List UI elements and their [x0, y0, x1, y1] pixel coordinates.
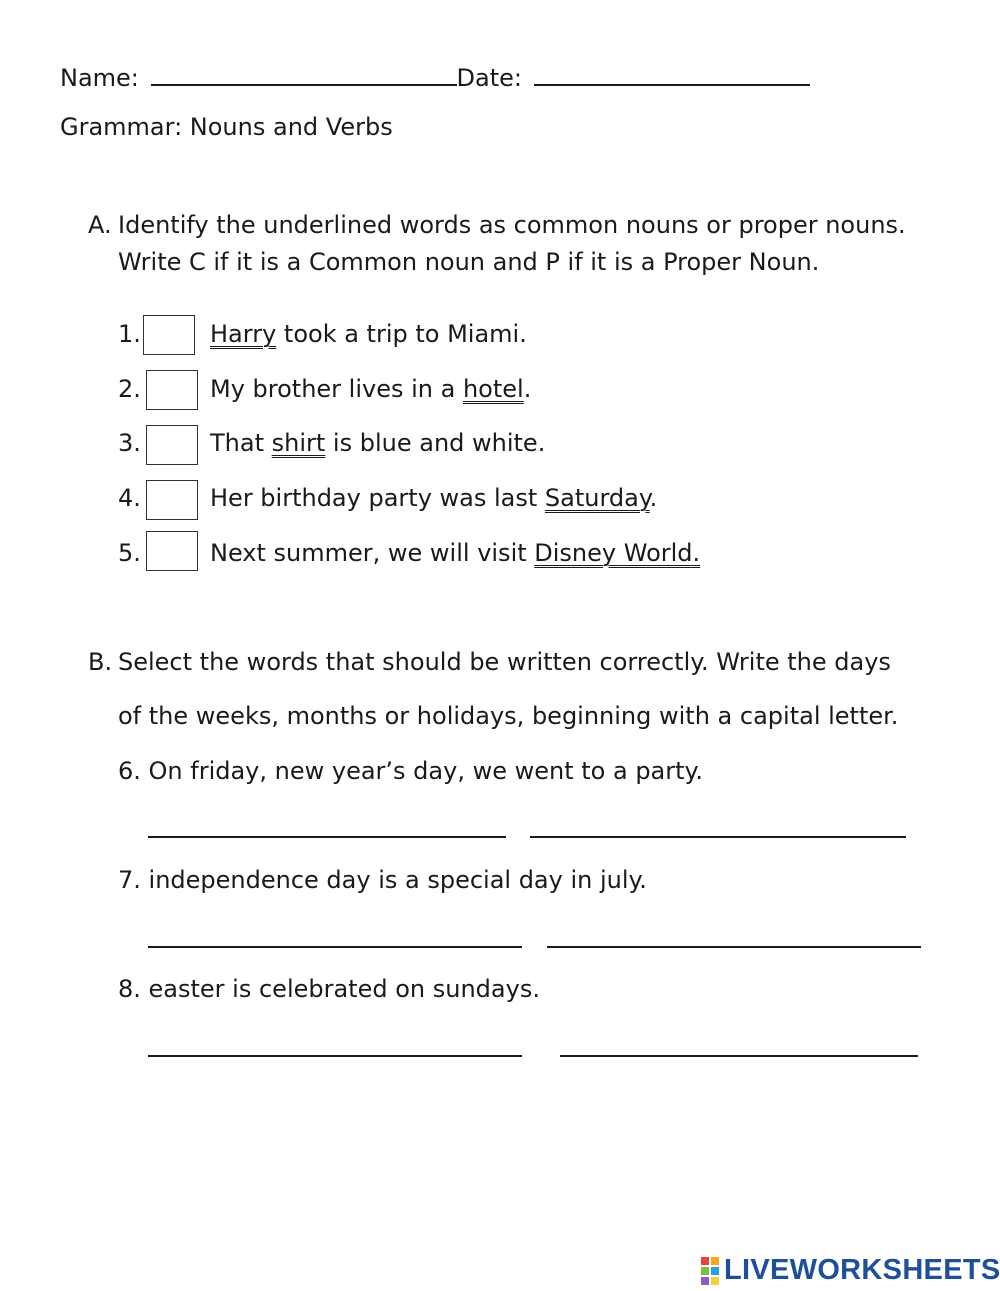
worksheet-subtitle: Grammar: Nouns and Verbs [60, 113, 393, 141]
answer-line-8b[interactable] [560, 1055, 918, 1057]
answer-box-5[interactable] [146, 531, 198, 571]
answer-line-6a[interactable] [148, 836, 506, 838]
underlined-word: Disney World. [534, 539, 701, 567]
section-a-instruction-2: Write C if it is a Common noun and P if it is a Proper Noun. [118, 248, 820, 276]
answer-line-7a[interactable] [148, 946, 522, 948]
answer-box-4[interactable] [146, 480, 198, 520]
underlined-word: hotel [462, 375, 524, 403]
date-label: Date: [456, 64, 522, 92]
item-number: 2. [118, 375, 141, 403]
answer-line-6b[interactable] [530, 836, 906, 838]
answer-line-7b[interactable] [547, 946, 921, 948]
answer-box-2[interactable] [146, 370, 198, 410]
underlined-word: shirt [271, 429, 326, 457]
answer-line-8a[interactable] [148, 1055, 522, 1057]
sentence-4: Her birthday party was last Saturday. [210, 484, 658, 512]
name-label: Name: [60, 64, 139, 92]
section-b-instruction-2: of the weeks, months or holidays, beginning with a capital letter. [118, 702, 899, 730]
sentence-3: That shirt is blue and white. [210, 429, 546, 457]
item-number: 4. [118, 484, 141, 512]
sentence-1: Harry took a trip to Miami. [210, 320, 527, 348]
section-a-letter: A. [88, 211, 112, 239]
underlined-word: Harry [210, 320, 277, 348]
name-field [60, 62, 810, 92]
answer-box-3[interactable] [146, 425, 198, 465]
question-8: 8. easter is celebrated on sundays. [118, 975, 540, 1003]
section-a-instruction-1: Identify the underlined words as common nouns or proper nouns. [118, 211, 906, 239]
section-b-instruction-1: Select the words that should be written correctly. Write the days [118, 648, 891, 676]
underlined-word: Saturday [544, 484, 650, 512]
name-blank[interactable] [151, 62, 457, 86]
item-number: 5. [118, 539, 141, 567]
section-b-letter: B. [88, 648, 113, 676]
question-7: 7. independence day is a special day in july. [118, 866, 647, 894]
date-blank[interactable] [534, 62, 810, 86]
liveworksheets-logo [700, 1254, 1000, 1287]
question-6: 6. On friday, new year’s day, we went to a party. [118, 757, 703, 785]
logo-blocks-icon [700, 1256, 720, 1286]
sentence-5: Next summer, we will visit Disney World. [210, 539, 701, 567]
sentence-2: My brother lives in a hotel. [210, 375, 532, 403]
brand-name: LIVEWORKSHEETS [724, 1254, 1000, 1286]
answer-box-1[interactable] [143, 315, 195, 355]
item-number: 1. [118, 320, 141, 348]
item-number: 3. [118, 429, 141, 457]
